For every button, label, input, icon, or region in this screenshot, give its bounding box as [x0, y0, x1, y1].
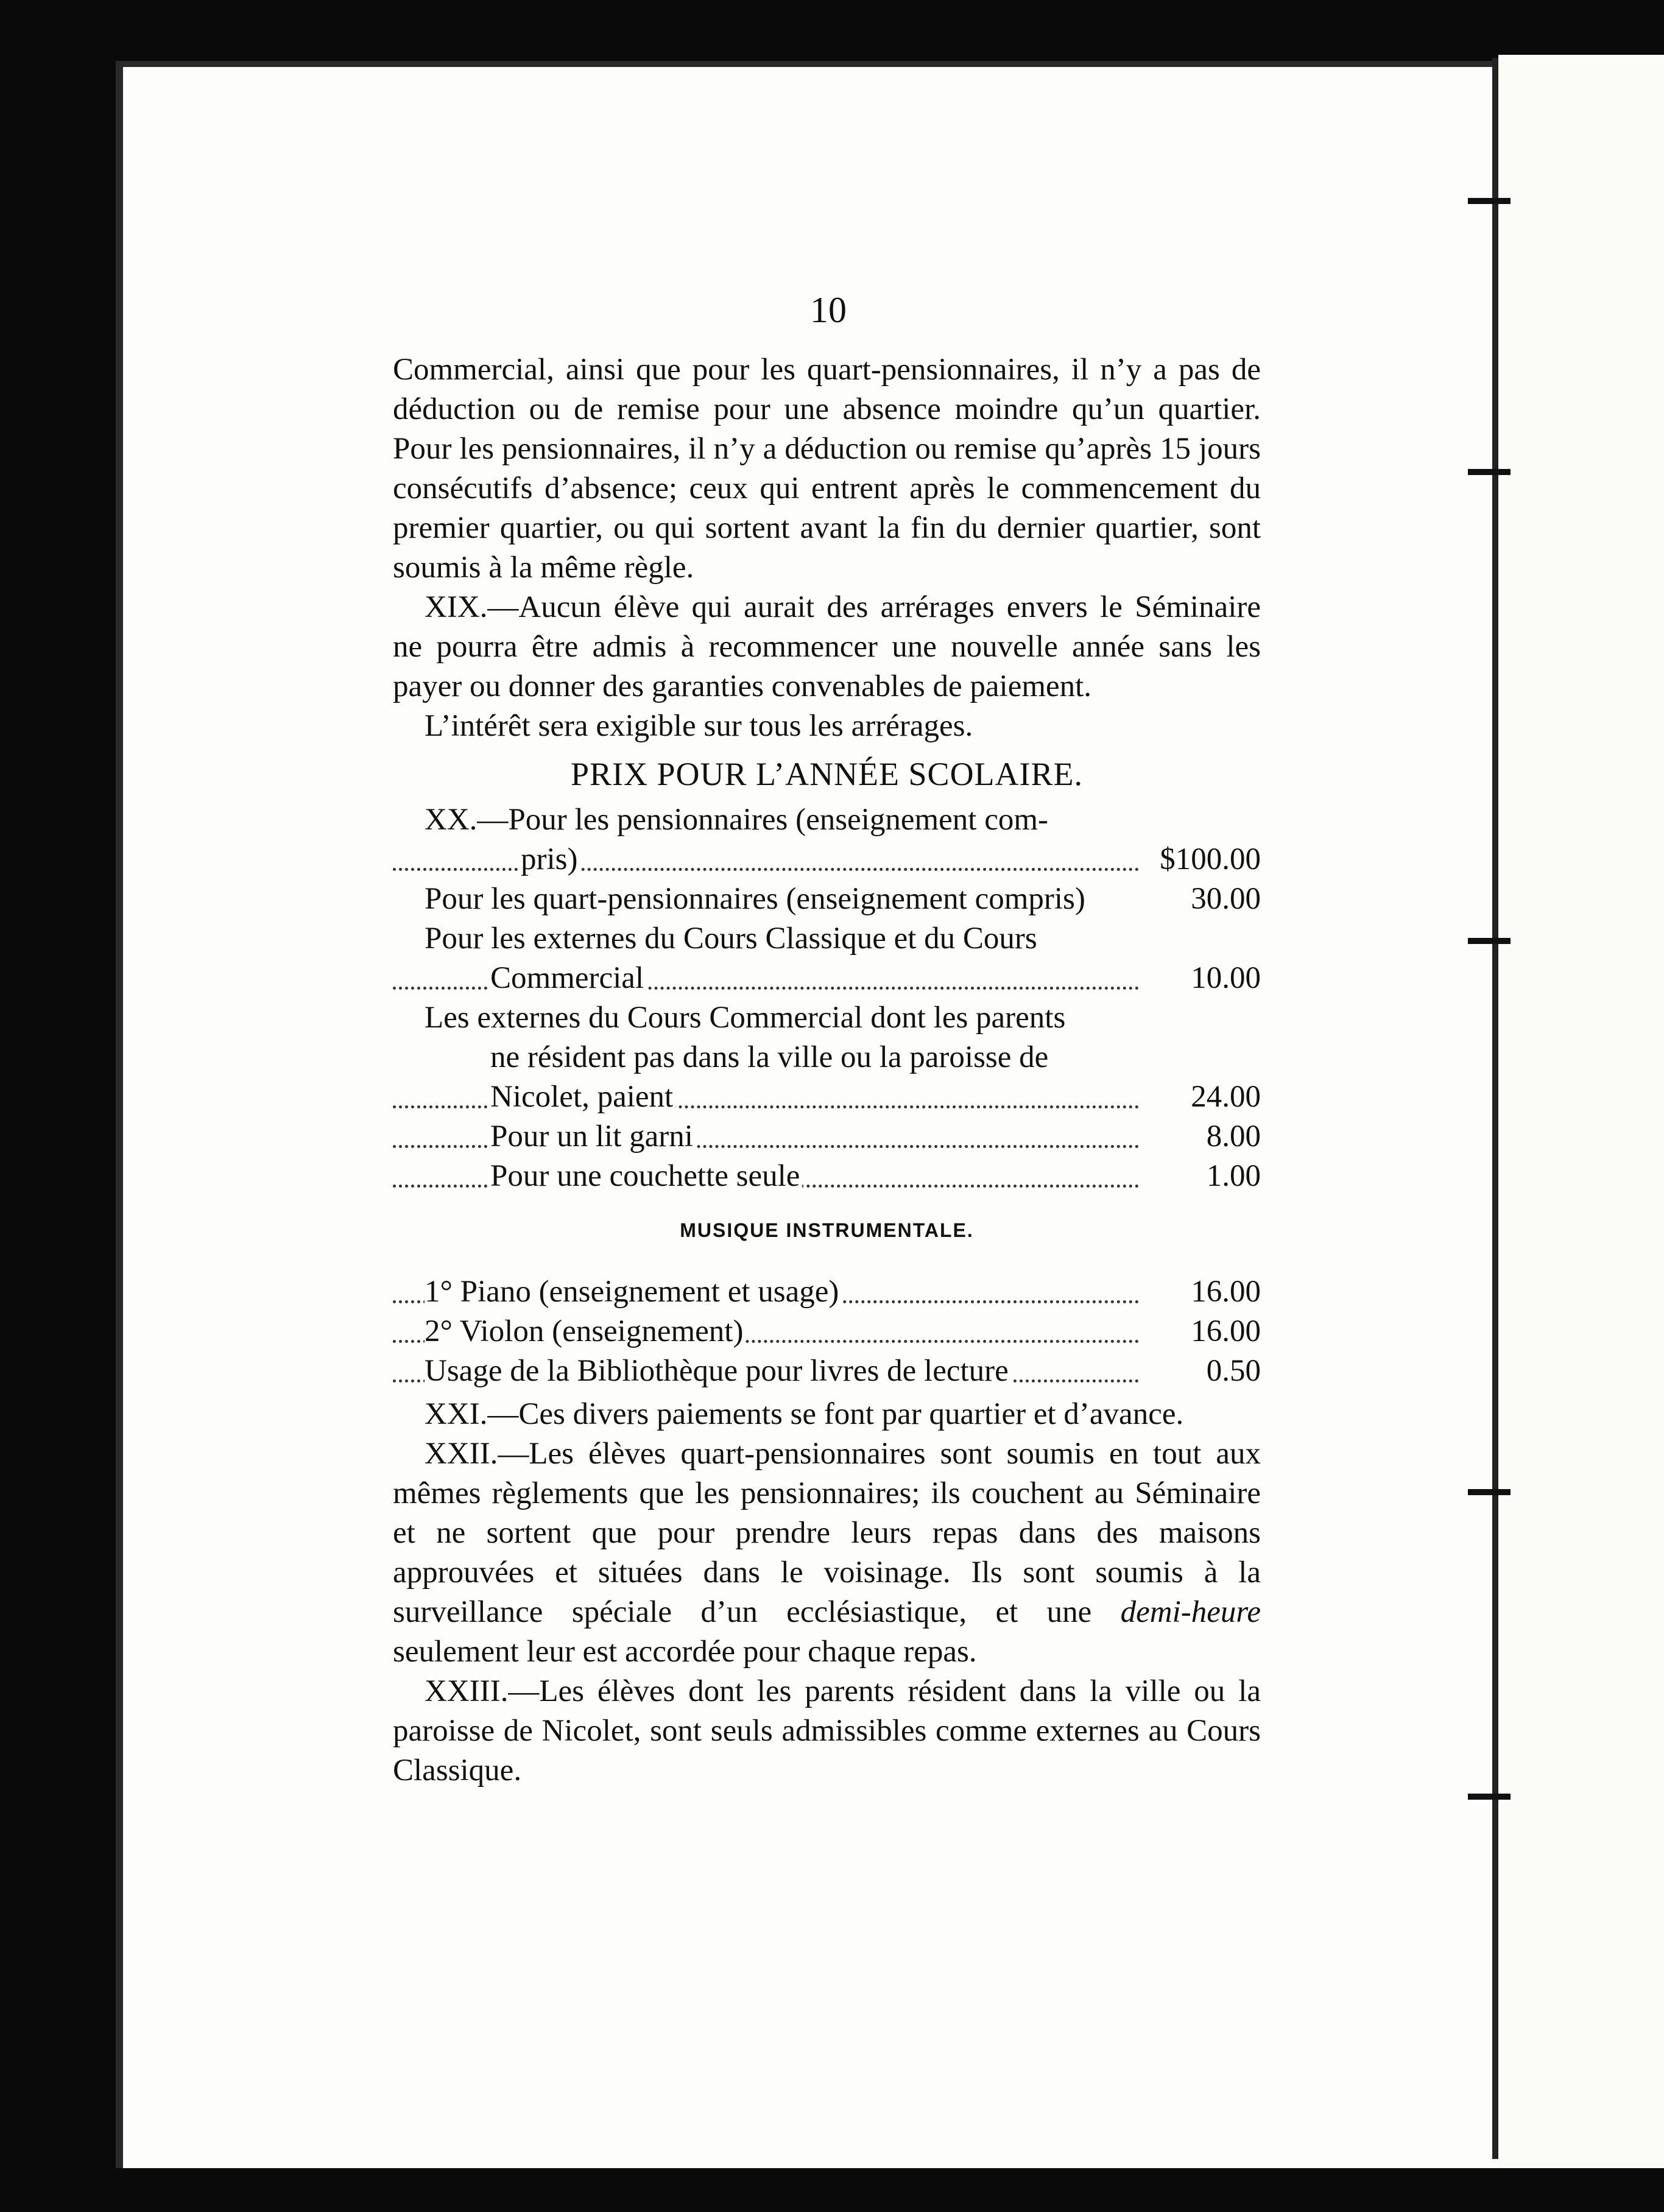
price-row: [393, 919, 1261, 959]
price-label: 2° Violon (enseignement): [425, 1314, 746, 1348]
page-spine: [1492, 58, 1498, 2159]
price-label: Commercial: [490, 961, 646, 995]
paragraph-xix: XIX.—Aucun élève qui aurait des arrérages envers le Séminaire ne pourra être admis à recommencer une nouvelle année sans les payer ou donner des garanties convenables de paiement.: [393, 590, 1261, 703]
right-page-edge: [1498, 55, 1664, 2168]
price-row: [393, 1351, 1261, 1391]
text-block: [393, 350, 1261, 1791]
price-row: [393, 840, 1261, 879]
paragraph-xxiii: XXIII.—Les élèves dont les parents résident dans la ville ou la paroisse de Nicolet, sont seuls admissibles comme externes au Cours Classique.: [393, 1674, 1261, 1788]
binding-mark: [1468, 938, 1511, 944]
price-amount: 30.00: [1191, 882, 1261, 916]
price-row: [393, 1038, 1261, 1077]
music-heading: MUSIQUE INSTRUMENTALE.: [680, 1219, 974, 1241]
price-label: Pour une couchette seule: [490, 1159, 802, 1193]
price-row: [393, 998, 1261, 1038]
price-row: [393, 1272, 1261, 1312]
price-amount: $100.00: [1160, 842, 1261, 876]
paragraph-xxi: XXI.—Ces divers paiements se font par quartier et d’avance.: [425, 1397, 1184, 1431]
price-amount: 0.50: [1206, 1354, 1261, 1388]
price-amount: [1139, 998, 1261, 1038]
music-price-table: [393, 1272, 1261, 1391]
price-row: [393, 1312, 1261, 1351]
price-label: pris): [521, 842, 580, 876]
binding-mark: [1468, 1489, 1511, 1495]
page-number: 10: [810, 290, 847, 330]
price-label: Pour les quart-pensionnaires (enseignement compris): [425, 882, 1088, 916]
paragraph: Commercial, ainsi que pour les quart-pensionnaires, il n’y a pas de déduction ou de remise pour une absence moindre qu’un quartier. Pour les pensionnaires, il n’y a déduction ou remise qu’après 15 jours consécutifs d’absence; ceux qui entrent après le commencement du premier quartier, ou qui sortent avant la fin du dernier quartier, sont soumis à la même règle.: [393, 353, 1261, 585]
price-label: Pour un lit garni: [490, 1119, 696, 1154]
price-amount: [1139, 919, 1261, 959]
section-heading: PRIX POUR L’ANNÉE SCOLAIRE.: [570, 756, 1084, 792]
price-table: [393, 840, 1261, 1196]
price-row: [393, 1077, 1261, 1117]
price-amount: 16.00: [1191, 1314, 1261, 1348]
price-amount: 10.00: [1191, 961, 1261, 995]
price-label: Les externes du Cours Commercial dont les parents: [425, 1001, 1068, 1035]
price-amount: [1139, 1038, 1261, 1077]
price-label: Usage de la Bibliothèque pour livres de lecture: [425, 1354, 1011, 1388]
price-label: Pour les externes du Cours Classique et du Cours: [425, 921, 1040, 956]
binding-mark: [1468, 469, 1511, 475]
price-intro: XX.—Pour les pensionnaires (enseignement com-: [425, 803, 1049, 837]
paragraph-interest: L’intérêt sera exigible sur tous les arrérages.: [425, 709, 973, 743]
price-label: Nicolet, paient: [490, 1080, 675, 1114]
price-row: [393, 879, 1261, 919]
price-amount: 24.00: [1191, 1080, 1261, 1114]
binding-mark: [1468, 1794, 1511, 1800]
price-row: [393, 959, 1261, 998]
price-amount: 8.00: [1206, 1119, 1261, 1154]
price-amount: 1.00: [1206, 1159, 1261, 1193]
price-label: ne résident pas dans la ville ou la paroisse de: [490, 1040, 1051, 1074]
price-row: [393, 1157, 1261, 1196]
binding-mark: [1468, 198, 1511, 204]
price-amount: 16.00: [1191, 1275, 1261, 1309]
price-row: [393, 1117, 1261, 1157]
paragraph-xxii: XXII.—Les élèves quart-pensionnaires sont soumis en tout aux mêmes règlements que les pensionnaires; ils couchent au Séminaire et ne sortent que pour prendre leurs repas dans des maisons approuvées et situées dans le voisinage. Ils sont soumis à la surveillance spéciale d’un ecclésiastique, et une demi-heure seulement leur est accordée pour chaque repas.: [393, 1437, 1261, 1669]
emphasis-text: demi-heure: [1120, 1595, 1261, 1629]
price-label: 1° Piano (enseignement et usage): [425, 1275, 841, 1309]
